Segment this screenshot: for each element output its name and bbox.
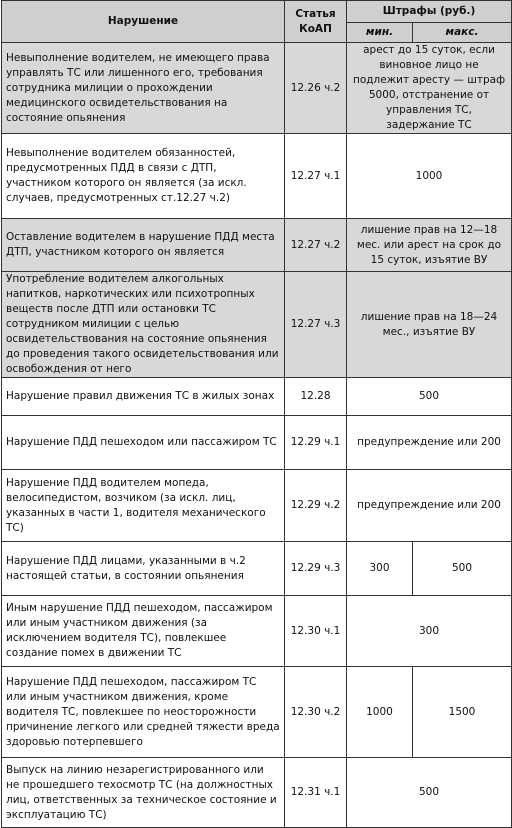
- header-max: макс.: [413, 23, 512, 43]
- violation-cell: Нарушение ПДД пешеходом, пассажиром ТС или иным участником движения, кроме водителя ТС, повлекшее по неосторожности причинение легкого или средней тяжести вреда здоровью потерпевшего: [2, 667, 285, 758]
- table-row: [2, 470, 512, 542]
- violation-cell: Нарушение ПДД пешеходом или пассажиром ТС: [2, 416, 285, 470]
- violation-cell: Употребление водителем алкогольных напитков, наркотических или психотропных веществ после ДТП или остановки ТС сотрудником милиции с целью освидетельствования на состояние опьянения до проведения такого освидетельствования или освобождения от него: [2, 272, 285, 378]
- violation-cell: Оставление водителем в нарушение ПДД места ДТП, участником которого он является: [2, 219, 285, 272]
- table-row: [2, 219, 512, 272]
- article-cell: 12.27 ч.2: [285, 219, 347, 272]
- violation-cell: Невыполнение водителем, не имеющего права управлять ТС или лишенного его, требования сотрудника милиции о прохождении медицинского освидетельствования на состояние опьянения: [2, 43, 285, 134]
- article-cell: 12.27 ч.1: [285, 134, 347, 219]
- violation-cell: Нарушение ПДД водителем мопеда, велосипедистом, возчиком (за искл. лиц, указанных в части 1, водителя механического ТС): [2, 470, 285, 542]
- fine-min-cell: 300: [347, 542, 413, 596]
- header-fines: Штрафы (руб.): [347, 1, 512, 23]
- violation-cell: Невыполнение водителем обязанностей, предусмотренных ПДД в связи с ДТП, участником которого он является (за искл. случаев, предусмотренных ст.12.27 ч.2): [2, 134, 285, 219]
- fine-max-cell: 1500: [413, 667, 512, 758]
- article-cell: 12.29 ч.3: [285, 542, 347, 596]
- header-article: Статья КоАП: [285, 1, 347, 43]
- fine-min-cell: 1000: [347, 667, 413, 758]
- fine-cell: 1000: [347, 134, 512, 219]
- table-row: [2, 596, 512, 667]
- article-cell: 12.31 ч.1: [285, 758, 347, 828]
- fine-cell: предупреждение или 200: [347, 470, 512, 542]
- article-cell: 12.26 ч.2: [285, 43, 347, 134]
- article-cell: 12.28: [285, 378, 347, 416]
- article-cell: 12.29 ч.2: [285, 470, 347, 542]
- fine-cell: 300: [347, 596, 512, 667]
- fine-cell: 500: [347, 378, 512, 416]
- fine-cell: предупреждение или 200: [347, 416, 512, 470]
- table-row: [2, 378, 512, 416]
- fine-cell: лишение прав на 12—18 мес. или арест на срок до 15 суток, изъятие ВУ: [347, 219, 512, 272]
- table-row: [2, 758, 512, 828]
- table-row: [2, 272, 512, 378]
- fines-table: [1, 0, 512, 828]
- fine-cell: лишение прав на 18—24 мес., изъятие ВУ: [347, 272, 512, 378]
- table-row: [2, 134, 512, 219]
- table-row: [2, 667, 512, 758]
- fine-max-cell: 500: [413, 542, 512, 596]
- violation-cell: Иным нарушение ПДД пешеходом, пассажиром или иным участником движения (за исключением водителя ТС), повлекшее создание помех в движении ТС: [2, 596, 285, 667]
- article-cell: 12.27 ч.3: [285, 272, 347, 378]
- header-min: мин.: [347, 23, 413, 43]
- violation-cell: Нарушение правил движения ТС в жилых зонах: [2, 378, 285, 416]
- table-row: [2, 542, 512, 596]
- violation-cell: Нарушение ПДД лицами, указанными в ч.2 настоящей статьи, в состоянии опьянения: [2, 542, 285, 596]
- article-cell: 12.30 ч.1: [285, 596, 347, 667]
- fine-cell: 500: [347, 758, 512, 828]
- table-row: [2, 43, 512, 134]
- violation-cell: Выпуск на линию незарегистрированного или не прошедшего техосмотр ТС (на должностных лиц, ответственных за техническое состояние и эксплуатацию ТС): [2, 758, 285, 828]
- article-cell: 12.30 ч.2: [285, 667, 347, 758]
- article-cell: 12.29 ч.1: [285, 416, 347, 470]
- header-violation: Нарушение: [2, 1, 285, 43]
- table-row: [2, 416, 512, 470]
- fine-cell: арест до 15 суток, если виновное лицо не подлежит аресту — штраф 5000, отстранение от управления ТС, задержание ТС: [347, 43, 512, 134]
